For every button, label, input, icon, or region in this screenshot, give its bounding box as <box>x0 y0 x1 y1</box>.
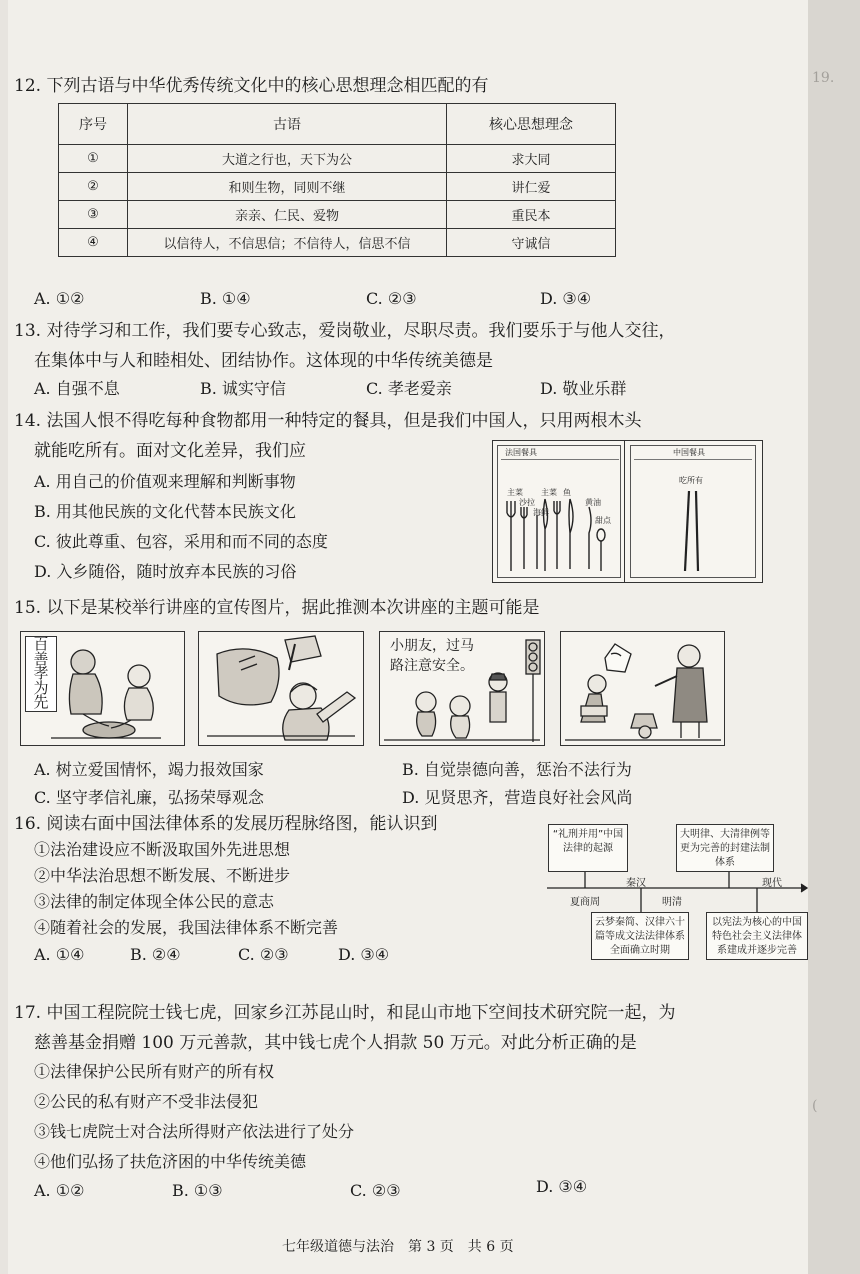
table-cell: 守诚信 <box>447 229 616 257</box>
table-cell: ① <box>59 145 128 173</box>
q13-option-c: C. 孝老爱亲 <box>366 379 452 398</box>
q12-table <box>58 103 616 257</box>
q15-option-a: A. 树立爱国情怀，竭力报效国家 <box>34 760 264 779</box>
table-cell: 求大同 <box>447 145 616 173</box>
q16-option-b: B. ②④ <box>130 945 181 964</box>
table-row <box>59 173 616 201</box>
q16-option-c: C. ②③ <box>238 945 289 964</box>
timeline-arrows <box>545 822 815 962</box>
q15-panel-reporting <box>560 631 725 746</box>
q13-option-b: B. 诚实守信 <box>200 379 286 398</box>
table-header: 序号 <box>59 104 128 145</box>
label-salad: 沙拉 <box>519 498 535 507</box>
caption-char: 先 <box>33 693 49 711</box>
cutlery-illustration <box>493 441 762 582</box>
panel3-speech-line2: 路注意安全。 <box>390 658 474 674</box>
q13-option-a: A. 自强不息 <box>34 379 120 398</box>
scholar-illustration <box>199 632 363 745</box>
table-cell: 以信待人，不信思信；不信待人，信思不信 <box>128 229 447 257</box>
q17-stem-line1: 17. 中国工程院院士钱七虎，回家乡江苏昆山时，和昆山市地下空间技术研究院一起，为 <box>14 1003 676 1023</box>
caption-char: 孝 <box>33 664 49 682</box>
timeline-box-origin: “礼刑并用”中国法律的起源 <box>548 824 628 872</box>
label-butter: 黄油 <box>585 498 601 507</box>
chinese-tableware-title: 中国餐具 <box>673 448 705 457</box>
table-cell: ③ <box>59 201 128 229</box>
q14-option-c: C. 彼此尊重、包容，采用和而不同的态度 <box>34 532 328 551</box>
table-row <box>59 229 616 257</box>
era-qin-han: 秦汉 <box>626 878 646 889</box>
table-cell: 和则生物，同则不继 <box>128 173 447 201</box>
foot-washing-illustration <box>21 632 184 745</box>
q15-option-d: D. 见贤思齐，营造良好社会风尚 <box>402 788 633 807</box>
q16-stem: 16. 阅读右面中国法律体系的发展历程脉络图，能认识到 <box>14 814 438 834</box>
caption-char: 为 <box>33 678 49 697</box>
q14-stem-line2: 就能吃所有。面对文化差异，我们应 <box>34 441 306 461</box>
table-cell: ④ <box>59 229 128 257</box>
q16-option-d: D. ③④ <box>338 945 390 964</box>
q12-option-a: A. ①② <box>34 289 85 308</box>
table-cell: 重民本 <box>447 201 616 229</box>
q16-item-1: ①法治建设应不断汲取国外先进思想 <box>34 840 291 859</box>
q17-stem-line2: 慈善基金捐赠 100 万元善款，其中钱七虎个人捐款 50 万元。对此分析正确的是 <box>34 1033 637 1053</box>
page-footer: 七年级道德与法治 第 3 页 共 6 页 <box>282 1239 514 1255</box>
q16-item-4: ④随着社会的发展，我国法律体系不断完善 <box>34 918 339 937</box>
q15-stem: 15. 以下是某校举行讲座的宣传图片，据此推测本次讲座的主题可能是 <box>14 598 540 618</box>
q14-option-d: D. 入乡随俗，随时放弃本民族的习俗 <box>34 562 297 581</box>
q13-stem-line2: 在集体中与人和睦相处、团结协作。这体现的中华传统美德是 <box>34 351 493 371</box>
table-cell: 亲亲、仁民、爱物 <box>128 201 447 229</box>
table-row <box>59 201 616 229</box>
table-cell: ② <box>59 173 128 201</box>
reporting-illustration <box>561 632 724 745</box>
q16-item-3: ③法律的制定体现全体公民的意志 <box>34 892 275 911</box>
timeline-box-ming-qing: 大明律、大清律例等更为完善的封建法制体系 <box>676 824 774 872</box>
caption-char: 百 <box>33 635 49 653</box>
table-header: 古语 <box>128 104 447 145</box>
q17-item-4: ④他们弘扬了扶危济困的中华传统美德 <box>34 1152 307 1171</box>
q17-item-3: ③钱七虎院士对合法所得财产依法进行了处分 <box>34 1122 355 1141</box>
q15-panel-traffic-safety <box>379 631 545 746</box>
label-main-course-2: 主菜 <box>541 488 557 497</box>
table-row <box>59 145 616 173</box>
q12-stem: 12. 下列古语与中华优秀传统文化中的核心思想理念相匹配的有 <box>14 76 489 96</box>
q17-option-d: D. ③④ <box>536 1177 588 1196</box>
label-dessert: 甜点 <box>595 516 611 525</box>
q12-option-c: C. ②③ <box>366 289 417 308</box>
era-modern: 现代 <box>762 878 782 889</box>
table-header-row <box>59 104 616 145</box>
era-xia-shang-zhou: 夏商周 <box>570 897 600 908</box>
caption-char: 善 <box>33 649 49 668</box>
q12-option-b: B. ①④ <box>200 289 251 308</box>
q13-option-d: D. 敬业乐群 <box>540 379 627 398</box>
timeline-box-qin-han: 云梦秦简、汉律六十篇等成文法法律体系全面确立时期 <box>591 912 689 960</box>
q16-item-2: ②中华法治思想不断发展、不断进步 <box>34 866 291 885</box>
q15-panel-filial-piety <box>20 631 185 746</box>
adjacent-page-edge: 19. ( <box>808 0 860 1274</box>
q17-item-1: ①法律保护公民所有财产的所有权 <box>34 1062 275 1081</box>
table-cell: 讲仁爱 <box>447 173 616 201</box>
q17-option-c: C. ②③ <box>350 1181 401 1200</box>
q17-item-2: ②公民的私有财产不受非法侵犯 <box>34 1092 259 1111</box>
timeline-box-modern: 以宪法为核心的中国特色社会主义法律体系建成并逐步完善 <box>706 912 808 960</box>
label-main-course: 主菜 <box>507 488 523 497</box>
q13-stem-line1: 13. 对待学习和工作，我们要专心致志，爱岗敬业，尽职尽责。我们要乐于与他人交往， <box>14 321 676 341</box>
q14-option-a: A. 用自己的价值观来理解和判断事物 <box>34 472 296 491</box>
label-eat-all: 吃所有 <box>679 476 703 485</box>
q17-option-a: A. ①② <box>34 1181 85 1200</box>
label-seafood: 海鲜 <box>533 508 549 517</box>
q16-option-a: A. ①④ <box>34 945 85 964</box>
label-fish: 鱼 <box>563 488 571 497</box>
q17-option-b: B. ①③ <box>172 1181 223 1200</box>
table-cell: 大道之行也，天下为公 <box>128 145 447 173</box>
q14-option-b: B. 用其他民族的文化代替本民族文化 <box>34 502 296 521</box>
q14-tableware-figure <box>492 440 763 583</box>
q15-panel-historical-figure <box>198 631 364 746</box>
q15-option-b: B. 自觉崇德向善，惩治不法行为 <box>402 760 632 779</box>
q14-stem-line1: 14. 法国人恨不得吃每种食物都用一种特定的餐具，但是我们中国人，只用两根木头 <box>14 411 642 431</box>
q15-option-c: C. 坚守孝信礼廉，弘扬荣辱观念 <box>34 788 264 807</box>
french-tableware-title: 法国餐具 <box>505 448 537 457</box>
table-header: 核心思想理念 <box>447 104 616 145</box>
panel3-speech-line1: 小朋友，过马 <box>390 638 474 654</box>
era-ming-qing: 明清 <box>662 897 682 908</box>
q12-option-d: D. ③④ <box>540 289 592 308</box>
traffic-scene-illustration <box>380 632 544 745</box>
